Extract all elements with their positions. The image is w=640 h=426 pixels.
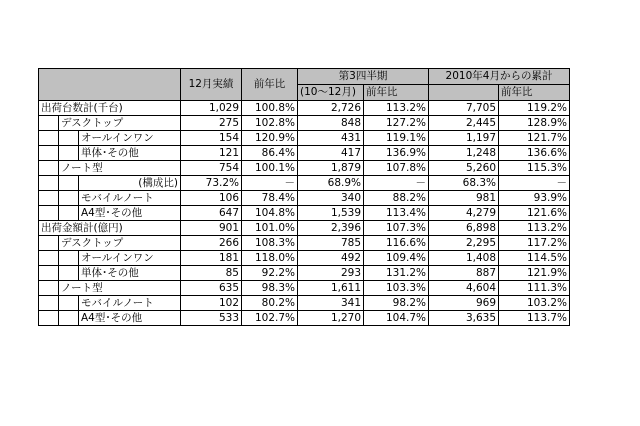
header-cumulative-blank xyxy=(429,85,499,101)
value-cell: 7,705 xyxy=(429,101,499,116)
value-cell: 3,635 xyxy=(429,311,499,326)
table-row xyxy=(39,251,570,266)
header-yoy: 前年比 xyxy=(242,69,298,101)
value-cell: 102.7% xyxy=(242,311,298,326)
header-q3-range: (10～12月) xyxy=(298,85,364,101)
indent-cell xyxy=(39,146,59,161)
value-cell: 68.9% xyxy=(298,176,364,191)
value-cell: 266 xyxy=(181,236,242,251)
value-cell: 85 xyxy=(181,266,242,281)
value-cell: 115.3% xyxy=(499,161,570,176)
value-cell: 1,408 xyxy=(429,251,499,266)
value-cell: 128.9% xyxy=(499,116,570,131)
value-cell: 131.2% xyxy=(364,266,429,281)
value-cell: 101.0% xyxy=(242,221,298,236)
value-cell: 118.0% xyxy=(242,251,298,266)
indent-cell xyxy=(59,176,79,191)
indent-cell xyxy=(39,281,59,296)
row-label: ノート型 xyxy=(59,161,181,176)
value-cell: 136.9% xyxy=(364,146,429,161)
row-label: 単体･その他 xyxy=(79,266,181,281)
value-cell: 103.2% xyxy=(499,296,570,311)
row-label: オールインワン xyxy=(79,131,181,146)
value-cell: 2,295 xyxy=(429,236,499,251)
row-label: モバイルノート xyxy=(79,296,181,311)
value-cell: 114.5% xyxy=(499,251,570,266)
header-cumulative: 2010年4月からの累計 xyxy=(429,69,570,85)
value-cell: 848 xyxy=(298,116,364,131)
indent-cell xyxy=(59,311,79,326)
value-cell: 113.2% xyxy=(499,221,570,236)
value-cell: 108.3% xyxy=(242,236,298,251)
value-cell: 340 xyxy=(298,191,364,206)
indent-cell xyxy=(59,146,79,161)
value-cell: 1,611 xyxy=(298,281,364,296)
value-cell: 107.8% xyxy=(364,161,429,176)
header-cumulative-yoy: 前年比 xyxy=(499,85,570,101)
indent-cell xyxy=(39,266,59,281)
value-cell: 102.8% xyxy=(242,116,298,131)
value-cell: 100.1% xyxy=(242,161,298,176)
table-row xyxy=(39,191,570,206)
indent-cell xyxy=(39,236,59,251)
value-cell: 109.4% xyxy=(364,251,429,266)
value-cell: － xyxy=(242,176,298,191)
indent-cell xyxy=(39,161,59,176)
row-label: 単体･その他 xyxy=(79,146,181,161)
value-cell: 93.9% xyxy=(499,191,570,206)
value-cell: 2,726 xyxy=(298,101,364,116)
table-row xyxy=(39,176,570,191)
value-cell: 73.2% xyxy=(181,176,242,191)
row-label: 出荷台数計(千台) xyxy=(39,101,181,116)
value-cell: 417 xyxy=(298,146,364,161)
value-cell: 969 xyxy=(429,296,499,311)
row-label: ノート型 xyxy=(59,281,181,296)
value-cell: 533 xyxy=(181,311,242,326)
value-cell: 1,029 xyxy=(181,101,242,116)
value-cell: 111.3% xyxy=(499,281,570,296)
value-cell: 86.4% xyxy=(242,146,298,161)
value-cell: 2,396 xyxy=(298,221,364,236)
table-row xyxy=(39,206,570,221)
value-cell: 293 xyxy=(298,266,364,281)
row-label: 出荷金額計(億円) xyxy=(39,221,181,236)
value-cell: 6,898 xyxy=(429,221,499,236)
value-cell: 1,879 xyxy=(298,161,364,176)
value-cell: 119.1% xyxy=(364,131,429,146)
table-row xyxy=(39,101,570,116)
value-cell: 113.2% xyxy=(364,101,429,116)
table-row xyxy=(39,161,570,176)
indent-cell xyxy=(39,251,59,266)
value-cell: 431 xyxy=(298,131,364,146)
row-label: (構成比) xyxy=(79,176,181,191)
row-label: オールインワン xyxy=(79,251,181,266)
header-row-1 xyxy=(39,69,570,85)
value-cell: 107.3% xyxy=(364,221,429,236)
value-cell: 4,604 xyxy=(429,281,499,296)
value-cell: 98.2% xyxy=(364,296,429,311)
table-row xyxy=(39,146,570,161)
value-cell: 1,197 xyxy=(429,131,499,146)
value-cell: 785 xyxy=(298,236,364,251)
value-cell: 104.8% xyxy=(242,206,298,221)
table-row xyxy=(39,131,570,146)
indent-cell xyxy=(59,251,79,266)
indent-cell xyxy=(59,296,79,311)
value-cell: 492 xyxy=(298,251,364,266)
value-cell: 103.3% xyxy=(364,281,429,296)
value-cell: 981 xyxy=(429,191,499,206)
table-row xyxy=(39,236,570,251)
value-cell: 68.3% xyxy=(429,176,499,191)
value-cell: 98.3% xyxy=(242,281,298,296)
table-row xyxy=(39,116,570,131)
table-row xyxy=(39,266,570,281)
row-label: A4型･その他 xyxy=(79,311,181,326)
table-row xyxy=(39,311,570,326)
indent-cell xyxy=(59,191,79,206)
value-cell: 901 xyxy=(181,221,242,236)
header-q3: 第3四半期 xyxy=(298,69,429,85)
value-cell: 102 xyxy=(181,296,242,311)
value-cell: 121.7% xyxy=(499,131,570,146)
value-cell: 154 xyxy=(181,131,242,146)
value-cell: 121.9% xyxy=(499,266,570,281)
value-cell: 119.2% xyxy=(499,101,570,116)
header-q3-yoy: 前年比 xyxy=(364,85,429,101)
indent-cell xyxy=(39,176,59,191)
indent-cell xyxy=(59,266,79,281)
row-label: デスクトップ xyxy=(59,116,181,131)
value-cell: 80.2% xyxy=(242,296,298,311)
value-cell: 117.2% xyxy=(499,236,570,251)
value-cell: 113.4% xyxy=(364,206,429,221)
value-cell: 106 xyxy=(181,191,242,206)
value-cell: － xyxy=(364,176,429,191)
value-cell: 4,279 xyxy=(429,206,499,221)
row-label: A4型･その他 xyxy=(79,206,181,221)
value-cell: 104.7% xyxy=(364,311,429,326)
value-cell: 887 xyxy=(429,266,499,281)
indent-cell xyxy=(39,191,59,206)
value-cell: 100.8% xyxy=(242,101,298,116)
value-cell: 136.6% xyxy=(499,146,570,161)
value-cell: 647 xyxy=(181,206,242,221)
indent-cell xyxy=(39,206,59,221)
value-cell: 754 xyxy=(181,161,242,176)
value-cell: 88.2% xyxy=(364,191,429,206)
value-cell: 120.9% xyxy=(242,131,298,146)
value-cell: 2,445 xyxy=(429,116,499,131)
header-blank-cell xyxy=(39,69,181,101)
value-cell: 92.2% xyxy=(242,266,298,281)
value-cell: 113.7% xyxy=(499,311,570,326)
value-cell: 1,539 xyxy=(298,206,364,221)
indent-cell xyxy=(39,296,59,311)
indent-cell xyxy=(39,311,59,326)
value-cell: 121.6% xyxy=(499,206,570,221)
value-cell: 127.2% xyxy=(364,116,429,131)
table-body xyxy=(39,69,570,326)
value-cell: 5,260 xyxy=(429,161,499,176)
value-cell: 116.6% xyxy=(364,236,429,251)
row-label: デスクトップ xyxy=(59,236,181,251)
value-cell: 275 xyxy=(181,116,242,131)
row-label: モバイルノート xyxy=(79,191,181,206)
table-row xyxy=(39,296,570,311)
value-cell: 341 xyxy=(298,296,364,311)
indent-cell xyxy=(39,131,59,146)
value-cell: 1,270 xyxy=(298,311,364,326)
value-cell: 121 xyxy=(181,146,242,161)
shipment-table xyxy=(38,68,570,326)
value-cell: 181 xyxy=(181,251,242,266)
value-cell: － xyxy=(499,176,570,191)
indent-cell xyxy=(59,131,79,146)
table-row xyxy=(39,221,570,236)
table-row xyxy=(39,281,570,296)
indent-cell xyxy=(39,116,59,131)
value-cell: 1,248 xyxy=(429,146,499,161)
indent-cell xyxy=(59,206,79,221)
value-cell: 78.4% xyxy=(242,191,298,206)
value-cell: 635 xyxy=(181,281,242,296)
header-dec-actual: 12月実績 xyxy=(181,69,242,101)
